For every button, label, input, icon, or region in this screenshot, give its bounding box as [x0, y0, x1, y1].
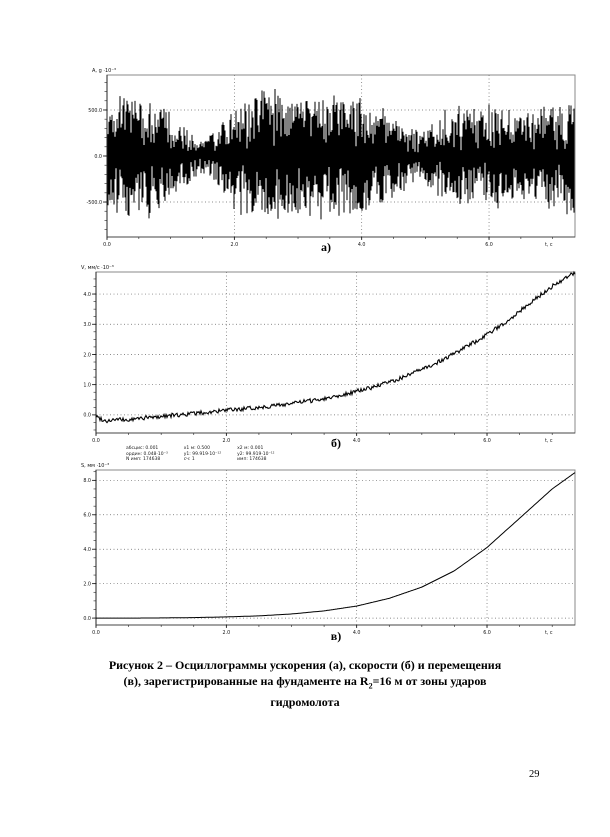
readout-line: N имп: 174638 — [126, 457, 161, 462]
svg-text:0.0: 0.0 — [92, 439, 100, 444]
svg-text:2.0: 2.0 — [222, 439, 231, 444]
chart-a-acceleration-oscillogram — [78, 62, 584, 258]
svg-text:2.0: 2.0 — [83, 582, 91, 588]
figure-caption — [55, 657, 555, 710]
svg-text:1.0: 1.0 — [83, 383, 91, 389]
readout-line: имп: 174638 — [237, 457, 267, 462]
svg-text:6.0: 6.0 — [485, 243, 493, 248]
svg-text:4.0: 4.0 — [352, 631, 361, 636]
svg-text:4.0: 4.0 — [83, 292, 91, 298]
svg-text:2.0: 2.0 — [230, 243, 239, 248]
svg-text:0.0: 0.0 — [83, 616, 91, 622]
svg-text:0.0: 0.0 — [92, 631, 100, 636]
sublabel-a: а) — [321, 240, 331, 254]
readout-line: y2: 99.919·10⁻¹² — [237, 451, 275, 457]
svg-text:2.0: 2.0 — [222, 631, 231, 636]
chart-b-velocity-oscillogram — [68, 256, 584, 452]
caption-line3: гидромолота — [270, 695, 340, 710]
svg-text:6.0: 6.0 — [483, 439, 491, 444]
svg-text:t, c: t, c — [545, 631, 553, 636]
sublabel-v: в) — [330, 629, 342, 643]
readout-line: абсцис: 0.001 — [126, 446, 159, 451]
svg-text:4.0: 4.0 — [352, 439, 361, 444]
svg-text:8.0: 8.0 — [83, 479, 91, 485]
svg-text:0.0: 0.0 — [94, 154, 102, 160]
page-number: 29 — [529, 769, 540, 780]
svg-text:4.0: 4.0 — [357, 243, 366, 248]
svg-text:t, c: t, c — [545, 439, 553, 444]
svg-text:-500.0: -500.0 — [86, 200, 102, 206]
svg-text:0.0: 0.0 — [83, 413, 91, 419]
readout-line: x2 м: 0.001 — [237, 446, 264, 451]
svg-text:A, g ·10⁻³: A, g ·10⁻³ — [92, 68, 116, 74]
caption-line2-pre: (в), зарегистрированные на фундаменте на R — [123, 674, 369, 688]
svg-text:S, мм ·10⁻³: S, мм ·10⁻³ — [81, 463, 110, 469]
svg-text:0.0: 0.0 — [103, 243, 111, 248]
svg-text:6.0: 6.0 — [483, 631, 491, 636]
sublabel-b: б) — [331, 436, 341, 450]
readout-line: сч: 1 — [183, 457, 195, 462]
readout-line: ордин: 0.048·10⁻³ — [126, 451, 168, 457]
svg-text:4.0: 4.0 — [83, 548, 91, 554]
svg-text:500.0: 500.0 — [88, 108, 102, 114]
readout-line: x1 м: 0.500 — [183, 446, 210, 451]
caption-line2 — [55, 673, 555, 694]
caption-line2-post: =16 м от зоны ударов — [372, 674, 487, 688]
svg-text:t, c: t, c — [545, 243, 553, 248]
svg-text:3.0: 3.0 — [83, 323, 91, 329]
svg-text:2.0: 2.0 — [83, 353, 91, 359]
readout-line: y1: 99.919·10⁻¹² — [183, 451, 222, 457]
caption-line1: Рисунок 2 – Осциллограммы ускорения (а), скорости (б) и перемещения — [108, 658, 502, 672]
svg-text:V, мм/с ·10⁻³: V, мм/с ·10⁻³ — [81, 265, 114, 271]
svg-text:6.0: 6.0 — [83, 513, 91, 519]
caption-line2-subscript: 2 — [368, 681, 373, 691]
chart-v-displacement-oscillogram — [68, 452, 584, 638]
